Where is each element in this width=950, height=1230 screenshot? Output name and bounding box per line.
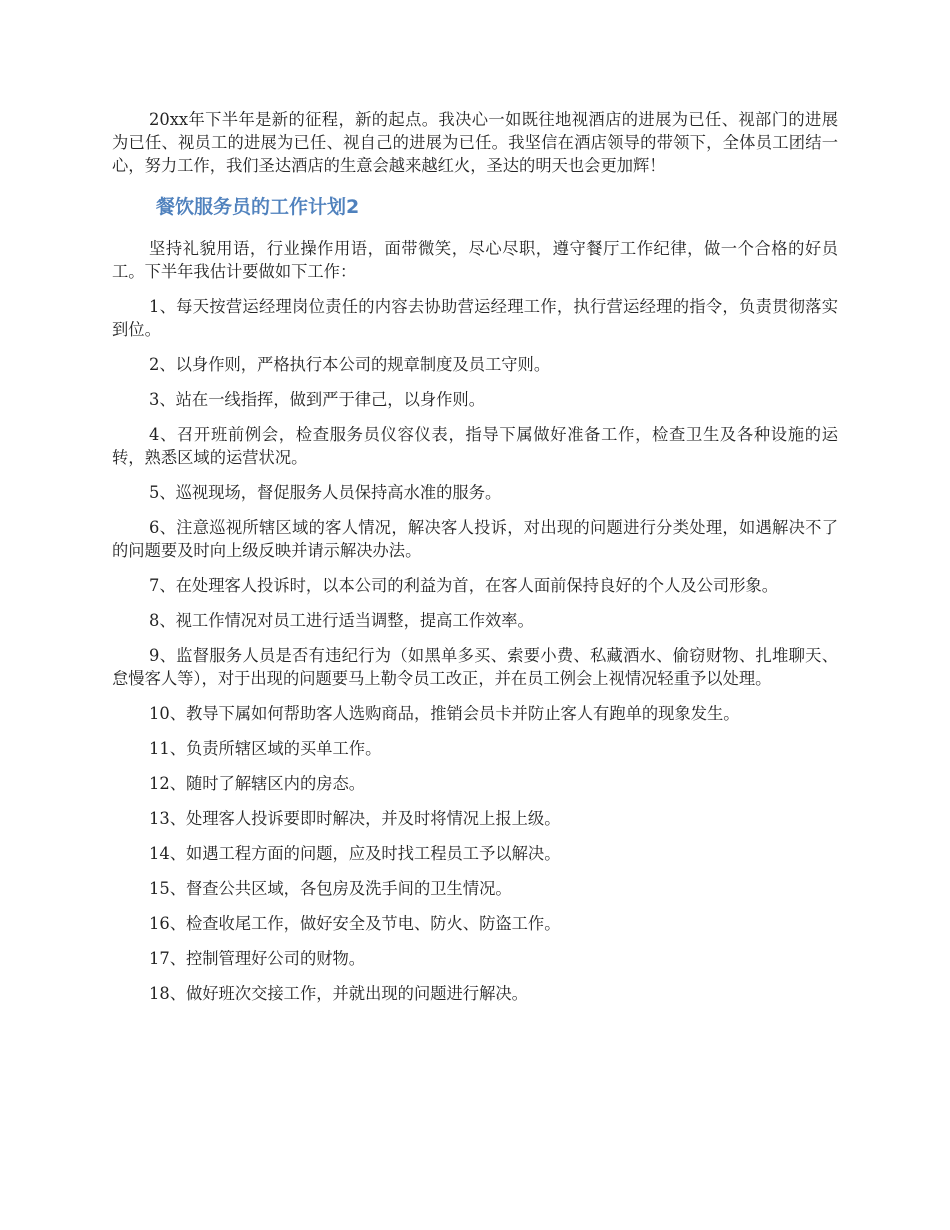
list-item: 17、控制管理好公司的财物。 <box>149 949 366 968</box>
list-item: 16、检查收尾工作，做好安全及节电、防火、防盗工作。 <box>149 914 561 933</box>
list-item: 8、视工作情况对员工进行适当调整，提高工作效率。 <box>149 611 534 630</box>
list-item: 3、站在一线指挥，做到严于律己，以身作则。 <box>149 390 485 409</box>
lead-paragraph: 坚持礼貌用语，行业操作用语，面带微笑，尽心尽职，遵守餐厅工作纪律，做一个合格的好员工。下半年我估计要做如下工作： <box>112 239 838 281</box>
list-item: 4、召开班前例会，检查服务员仪容仪表，指导下属做好准备工作，检查卫生及各种设施的运转，熟悉区域的运营状况。 <box>112 425 838 467</box>
list-item: 5、巡视现场，督促服务人员保持高水准的服务。 <box>149 483 502 502</box>
list-item: 12、随时了解辖区内的房态。 <box>149 774 366 793</box>
list-item: 18、做好班次交接工作，并就出现的问题进行解决。 <box>149 984 528 1003</box>
list-item: 11、负责所辖区域的买单工作。 <box>149 739 382 758</box>
list-item: 2、以身作则，严格执行本公司的规章制度及员工守则。 <box>149 355 551 374</box>
list-item: 14、如遇工程方面的问题，应及时找工程员工予以解决。 <box>149 844 561 863</box>
list-item: 6、注意巡视所辖区域的客人情况，解决客人投诉，对出现的问题进行分类处理，如遇解决不了的问题要及时向上级反映并请示解决办法。 <box>112 518 838 560</box>
list-item: 15、督查公共区域，各包房及洗手间的卫生情况。 <box>149 879 512 898</box>
list-item: 9、监督服务人员是否有违纪行为（如黑单多买、索要小费、私藏酒水、偷窃财物、扎堆聊天、怠慢客人等），对于出现的问题要马上勒令员工改正，并在员工例会上视情况轻重予以处理。 <box>112 646 838 688</box>
list-item: 13、处理客人投诉要即时解决，并及时将情况上报上级。 <box>149 809 561 828</box>
list-item: 1、每天按营运经理岗位责任的内容去协助营运经理工作，执行营运经理的指令，负责贯彻落实到位。 <box>112 297 838 339</box>
document-page <box>112 108 838 1017</box>
section-heading: 餐饮服务员的工作计划2 <box>156 196 360 218</box>
list-item: 7、在处理客人投诉时，以本公司的利益为首，在客人面前保持良好的个人及公司形象。 <box>149 576 779 595</box>
list-item: 10、教导下属如何帮助客人选购商品，推销会员卡并防止客人有跑单的现象发生。 <box>149 704 740 723</box>
intro-paragraph: 20xx年下半年是新的征程，新的起点。我决心一如既往地视酒店的进展为已任、视部门的进展为已任、视员工的进展为已任、视自己的进展为已任。我坚信在酒店领导的带领下，全体员工团结一心，努力工作，我们圣达酒店的生意会越来越红火，圣达的明天也会更加辉！ <box>112 110 838 175</box>
